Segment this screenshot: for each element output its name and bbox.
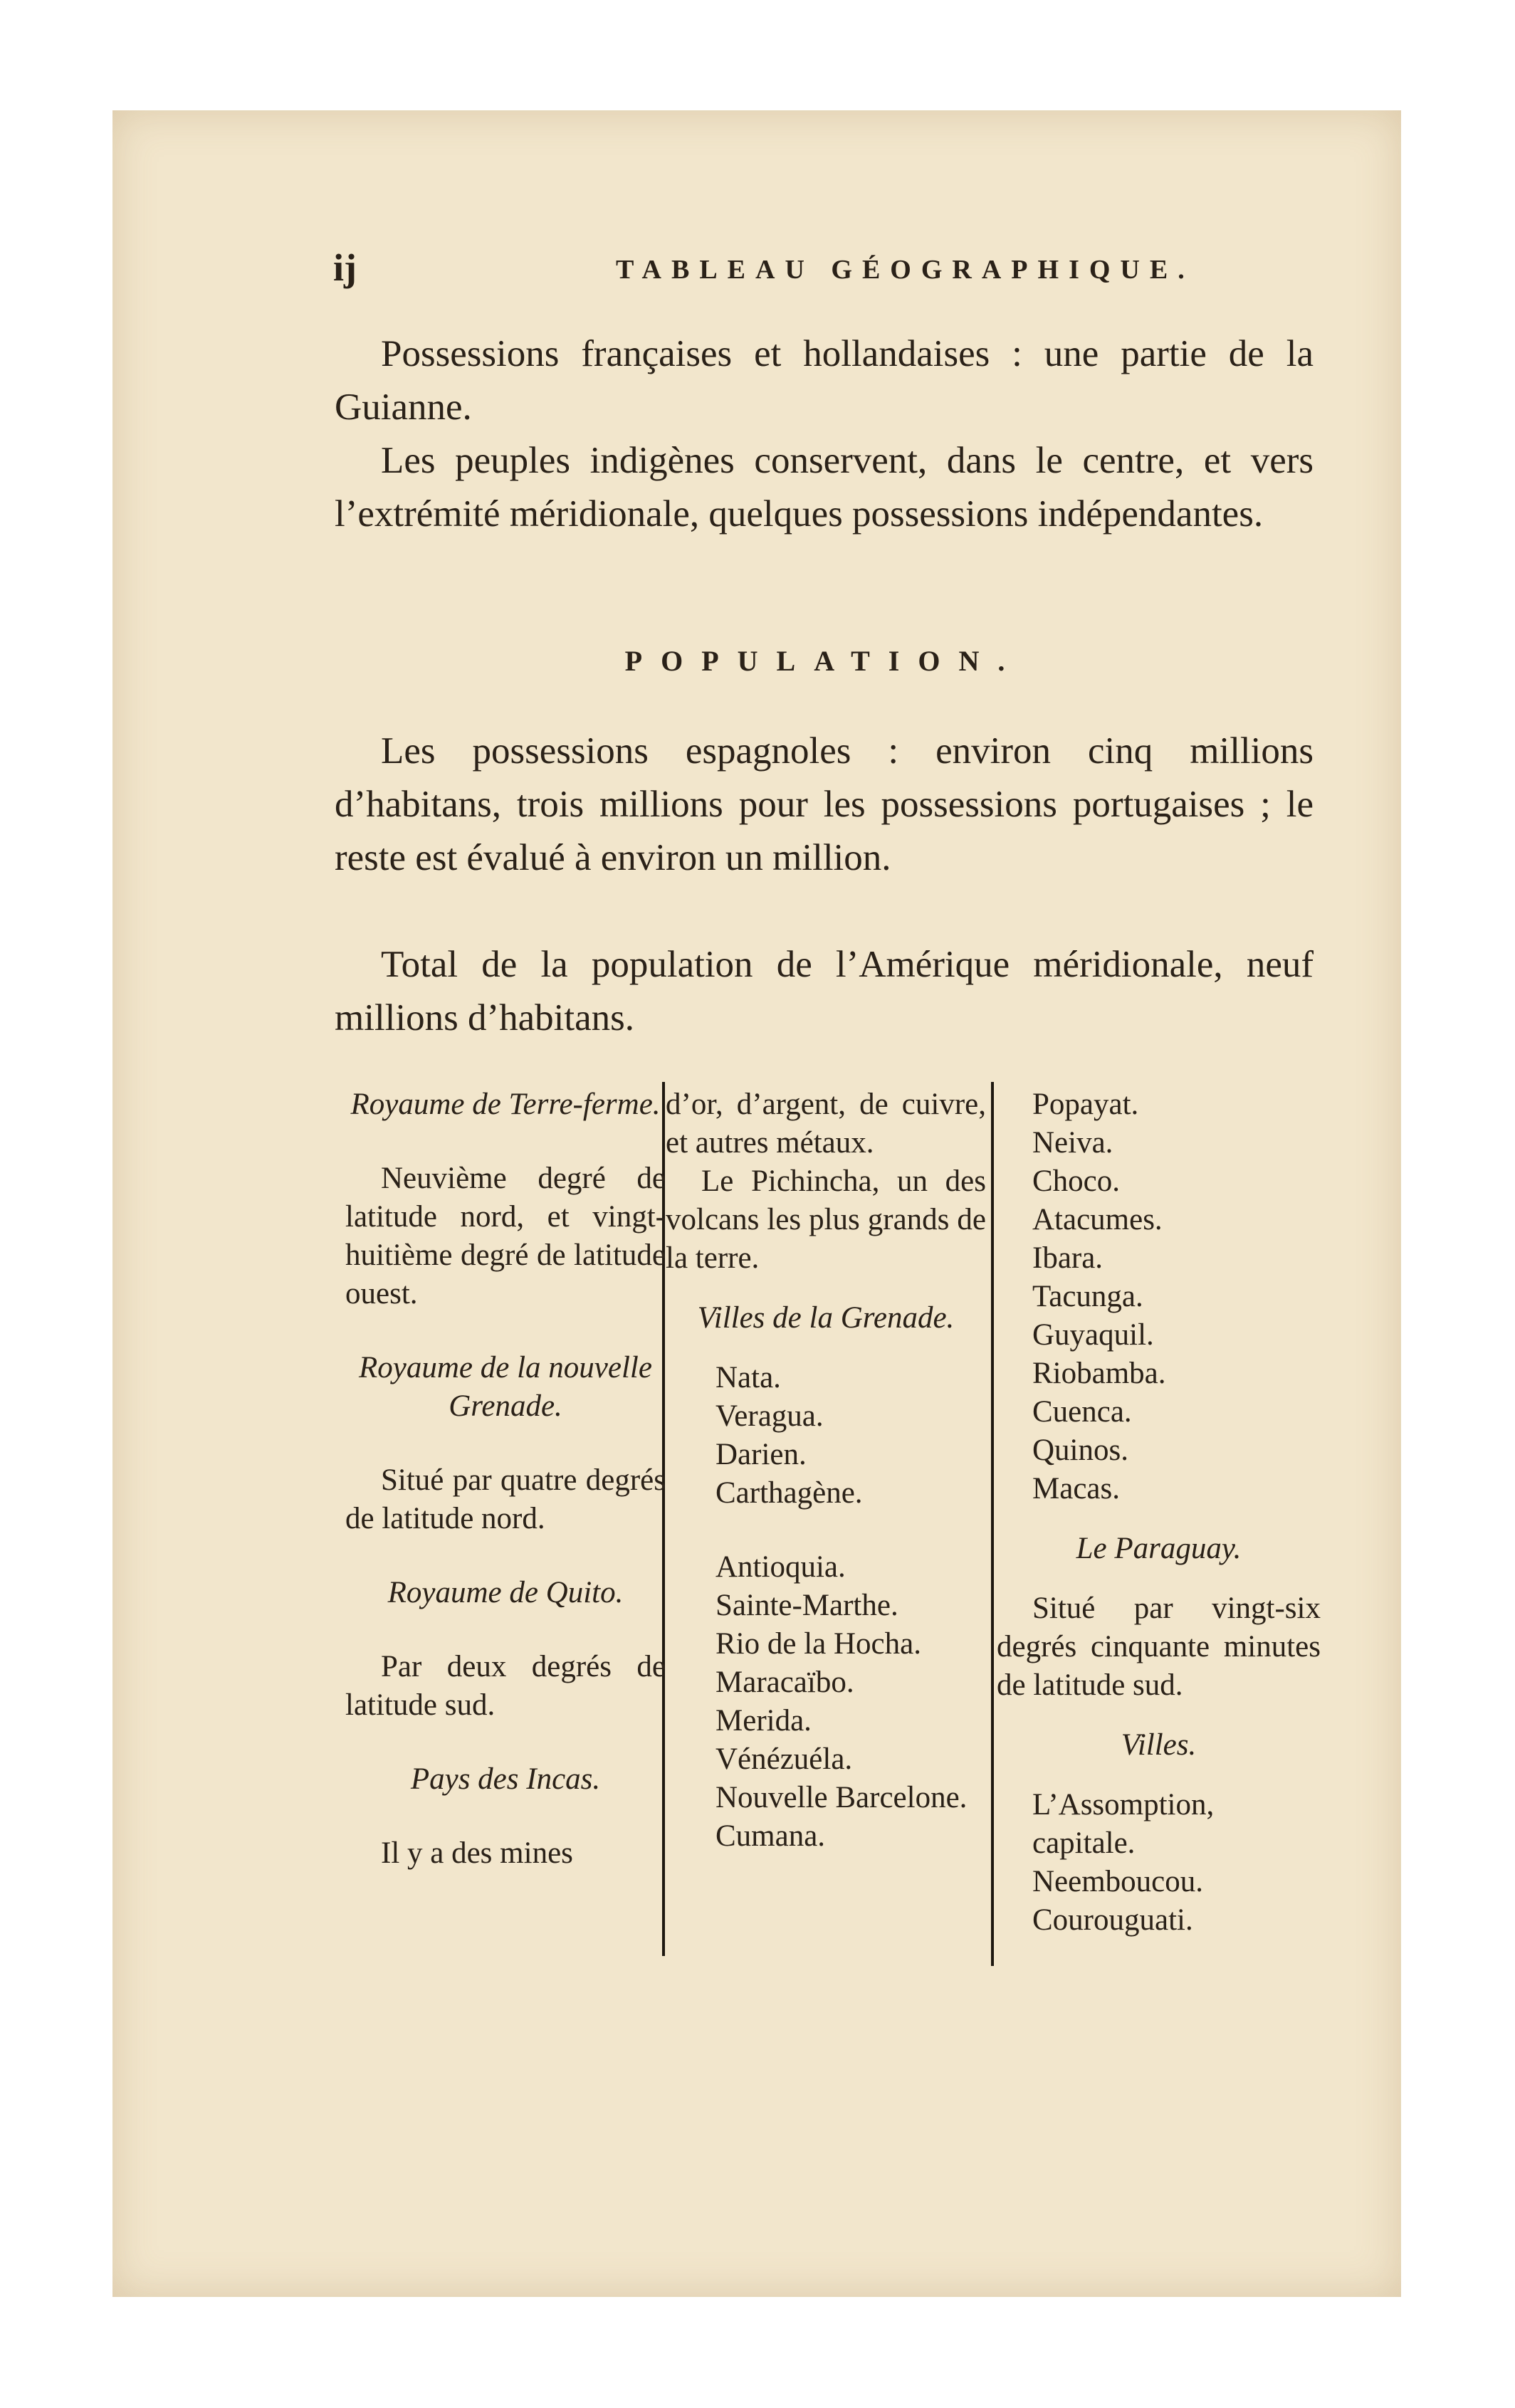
list-item: Neemboucou.	[1032, 1865, 1204, 1898]
list-item: Atacumes.	[1032, 1203, 1163, 1236]
heading-villes-paraguay: Villes.	[1121, 1728, 1197, 1762]
list-item: Cuenca.	[1032, 1395, 1132, 1429]
heading-paraguay: Le Paraguay.	[1076, 1532, 1242, 1565]
list-item: Macas.	[1032, 1472, 1120, 1505]
running-title: TABLEAU GÉOGRAPHIQUE.	[616, 255, 1195, 285]
cities-list-paraguay	[997, 1786, 1321, 1940]
list-item: Maracaïbo.	[715, 1666, 854, 1699]
section-title-population: POPULATION.	[624, 645, 1024, 677]
list-item: Courouguati.	[1032, 1903, 1193, 1937]
towns-list-a	[666, 1359, 986, 1513]
page-number: ij	[333, 246, 357, 289]
page-header	[228, 246, 1289, 295]
heading-incas: Pays des Incas.	[410, 1762, 601, 1796]
text-mines-continued: d’or, d’argent, de cuivre, et autres métaux.	[666, 1088, 986, 1160]
column-1	[345, 1085, 666, 1873]
list-item: Choco.	[1032, 1164, 1121, 1198]
heading-quito: Royaume de Quito.	[387, 1576, 624, 1609]
list-item: Ibara.	[1032, 1241, 1104, 1275]
list-item: Nata.	[715, 1361, 781, 1394]
list-item: Guyaquil.	[1032, 1318, 1154, 1352]
list-item: Vénézuéla.	[715, 1742, 853, 1776]
list-item: Quinos.	[1032, 1434, 1128, 1467]
list-item: Sainte-Marthe.	[715, 1589, 898, 1622]
text-terre-ferme: Neuvième degré de latitude nord, et vingt-huitième degré de latitude ouest.	[345, 1162, 666, 1310]
heading-villes-grenade: Villes de la Grenade.	[697, 1301, 955, 1335]
list-item: Neiva.	[1032, 1126, 1113, 1160]
text-pichincha: Le Pichincha, un des volcans les plus grands de la terre.	[666, 1164, 986, 1275]
list-item: Veragua.	[715, 1399, 824, 1433]
list-item: Popayat.	[1032, 1088, 1139, 1121]
list-item: Darien.	[715, 1438, 807, 1471]
towns-list-quito	[997, 1085, 1321, 1508]
column-rule-2	[991, 1082, 994, 1966]
paragraph-population: Les possessions espagnoles : environ cinq millions d’habitans, trois millions pour les possessions portugaises ; le reste est évalué à environ un million.	[335, 730, 1314, 878]
paragraph-total: Total de la population de l’Amérique méridionale, neuf millions d’habitans.	[335, 944, 1314, 1039]
text-paraguay: Situé par vingt-six degrés cinquante minutes de latitude sud.	[997, 1592, 1321, 1702]
list-item: Cumana.	[715, 1819, 826, 1853]
list-item: Tacunga.	[1032, 1280, 1143, 1313]
text-incas: Il y a des mines	[381, 1836, 573, 1870]
list-item: Carthagène.	[715, 1476, 863, 1510]
column-2	[666, 1085, 986, 1856]
list-item: L’Assomption, capitale.	[1032, 1788, 1215, 1860]
list-item: Nouvelle Barcelone.	[715, 1781, 968, 1814]
towns-list-b	[666, 1548, 986, 1856]
paragraph-possessions: Possessions françaises et hollandaises : une partie de la Guianne.	[335, 333, 1314, 428]
paragraph-indigenous: Les peuples indigènes conservent, dans le centre, et vers l’extrémité méridionale, quelques possessions indépendantes.	[335, 440, 1314, 535]
column-3	[997, 1085, 1321, 1940]
heading-nouvelle-grenade: Royaume de la nouvelle Grenade.	[359, 1351, 652, 1423]
list-item: Antioquia.	[715, 1550, 846, 1584]
list-item: Riobamba.	[1032, 1357, 1166, 1390]
heading-terre-ferme: Royaume de Terre-ferme.	[350, 1088, 661, 1121]
list-item: Rio de la Hocha.	[715, 1627, 921, 1661]
text-nouvelle-grenade: Situé par quatre degrés de latitude nord.	[345, 1463, 666, 1535]
list-item: Merida.	[715, 1704, 812, 1737]
text-quito: Par deux degrés de latitude sud.	[345, 1650, 666, 1722]
